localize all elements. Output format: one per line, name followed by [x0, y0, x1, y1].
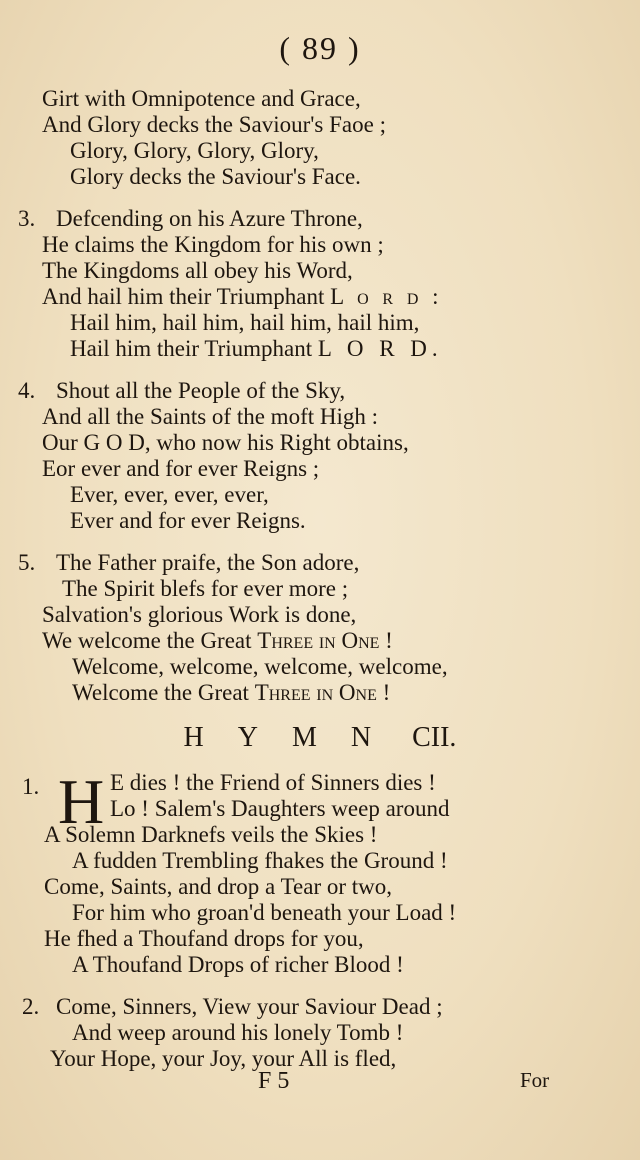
- verse-line: He claims the Kingdom for his own ;: [42, 232, 384, 257]
- verse-line: Ever, ever, ever, ever,: [70, 482, 269, 507]
- verse-line: The Spirit blefs for ever more ;: [62, 576, 349, 601]
- verse-line: Welcome, welcome, welcome, welcome,: [72, 654, 448, 679]
- verse-line: Glory decks the Saviour's Face.: [70, 164, 361, 189]
- verse-line: Lo ! Salem's Daughters weep around: [110, 796, 450, 821]
- stanza-number: 2.: [22, 994, 40, 1019]
- stanza-number: 1.: [22, 774, 40, 799]
- stanza-number: 4.: [18, 378, 36, 403]
- verse-line: [70, 336, 443, 362]
- verse-line: For him who groan'd beneath your Load !: [72, 900, 457, 925]
- verse-line: Girt with Omnipotence and Grace,: [42, 86, 361, 111]
- verse-line: Shout all the People of the Sky,: [56, 378, 346, 403]
- drop-cap: H: [58, 766, 105, 837]
- verse-line: E dies ! the Friend of Sinners dies !: [110, 770, 436, 795]
- verse-text: Hail him their Triumphant: [70, 336, 313, 361]
- hymn-numeral: CII.: [412, 722, 457, 753]
- catchword: For: [520, 1068, 550, 1092]
- page-number: ( 89 ): [279, 30, 361, 66]
- verse-line: Defcending on his Azure Throne,: [56, 206, 363, 231]
- verse-line: Your Hope, your Joy, your All is fled,: [50, 1046, 397, 1071]
- verse-line: And weep around his lonely Tomb !: [72, 1020, 404, 1045]
- verse-line: Come, Sinners, View your Saviour Dead ;: [56, 994, 443, 1019]
- verse-line: [42, 628, 393, 654]
- hymn-title: [0, 722, 640, 754]
- verse-line: And Glory decks the Saviour's Faoe ;: [42, 112, 386, 137]
- verse-text: And hail him their Triumphant: [42, 284, 325, 309]
- verse-text: We welcome the Great: [42, 628, 252, 653]
- stanza-number: 3.: [18, 206, 36, 231]
- verse-line: The Father praife, the Son adore,: [56, 550, 360, 575]
- verse-line: [72, 680, 390, 706]
- verse-line: Come, Saints, and drop a Tear or two,: [44, 874, 393, 899]
- verse-line: Glory, Glory, Glory, Glory,: [70, 138, 319, 163]
- verse-line: [42, 284, 443, 310]
- verse-line: A fudden Trembling fhakes the Ground !: [72, 848, 448, 873]
- three-in-one: Three in One !: [254, 680, 391, 705]
- verse-line: He fhed a Thoufand drops for you,: [44, 926, 364, 951]
- verse-line: And all the Saints of the moft High :: [42, 404, 379, 429]
- verse-line: Salvation's glorious Work is done,: [42, 602, 357, 627]
- verse-line: Eor ever and for ever Reigns ;: [42, 456, 320, 481]
- signature-mark: F 5: [258, 1068, 290, 1094]
- verse-line: A Thoufand Drops of richer Blood !: [72, 952, 404, 977]
- verse-line: The Kingdoms all obey his Word,: [42, 258, 353, 283]
- verse-line: Our G O D, who now his Right obtains,: [42, 430, 409, 455]
- verse-text: Welcome the Great: [72, 680, 249, 705]
- lord-caps: L O R D.: [317, 336, 443, 361]
- verse-line: Hail him, hail him, hail him, hail him,: [70, 310, 420, 335]
- lord-smallcaps: L o r d :: [330, 284, 443, 309]
- verse-line: A Solemn Darknefs veils the Skies !: [44, 822, 378, 847]
- stanza-number: 5.: [18, 550, 36, 575]
- verse-line: Ever and for ever Reigns.: [70, 508, 306, 533]
- three-in-one: Three in One !: [257, 628, 393, 653]
- hymn-word: HYMN: [183, 722, 406, 753]
